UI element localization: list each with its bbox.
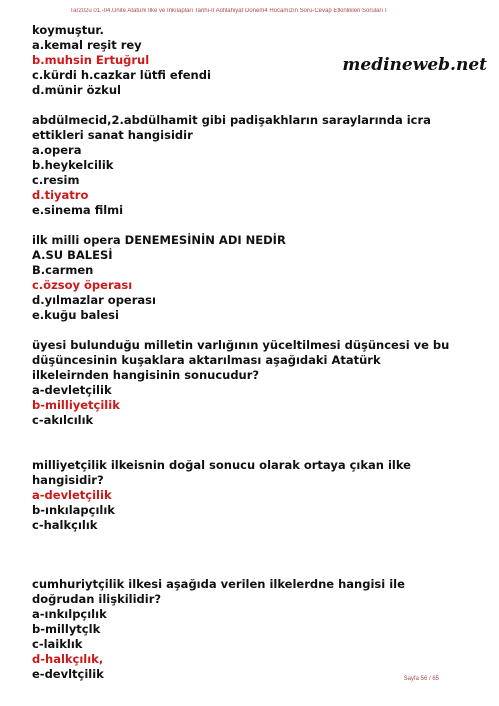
option: d.münir özkul <box>32 83 121 97</box>
question-text: ilkeleirnden hangisinin sonucudur? <box>32 368 260 382</box>
option: b-ınkılapçılık <box>32 503 115 517</box>
answer-option: c.özsoy öperası <box>32 278 133 292</box>
question-text: ettikleri sanat hangisidir <box>32 128 193 142</box>
option: a.kemal reşit rey <box>32 38 142 52</box>
question-3 <box>32 233 472 323</box>
question-text: düşüncesinin kuşaklara aktarılması aşağıdaki Atatürk <box>32 353 381 367</box>
question-2 <box>32 113 472 218</box>
question-text: milliyetçilik ilkeisnin doğal sonucu olarak ortaya çıkan ilke <box>32 458 411 472</box>
question-text: koymuştur. <box>32 23 104 37</box>
question-4 <box>32 338 472 428</box>
document-body <box>32 23 472 682</box>
option: b-millytçlk <box>32 622 101 636</box>
option: a-devletçilik <box>32 383 112 397</box>
question-text: hangisidir? <box>32 473 104 487</box>
question-5 <box>32 458 472 533</box>
question-text: üyesi bulunduğu milletin varlığının yüceltilmesi düşüncesi ve bu <box>32 338 450 352</box>
option: e.kuğu balesi <box>32 308 119 322</box>
option: a-ınkılpçılık <box>32 607 107 621</box>
document-header: Tar202u 01.-04.Ünite Atatürk İlke ve İnkılapları Tarihi-II Aofilahiyat Donem4 Hocamızın Soru-Cevap Etkinlikleri Soruları´İ <box>70 8 387 14</box>
option: a.opera <box>32 143 82 157</box>
option: e-devltçilik <box>32 667 104 681</box>
answer-option: d-halkçılık, <box>32 652 104 666</box>
answer-option: d.tiyatro <box>32 188 89 202</box>
question-6 <box>32 577 472 682</box>
option: e.sinema filmi <box>32 203 124 217</box>
question-1 <box>32 23 472 98</box>
answer-option: a-devletçilik <box>32 488 112 502</box>
page-number: Sayfa 56 / 65 <box>403 676 439 682</box>
question-text: ilk milli opera DENEMESİNİN ADI NEDİR <box>32 233 286 247</box>
site-watermark: medineweb.net <box>342 55 487 75</box>
option: A.SU BALESİ <box>32 248 113 262</box>
option: c-halkçılık <box>32 518 98 532</box>
answer-option: b.muhsin Ertuğrul <box>32 53 150 67</box>
option: c.resim <box>32 173 80 187</box>
option: B.carmen <box>32 263 94 277</box>
question-text: abdülmecid,2.abdülhamit gibi padişakhların saraylarında icra <box>32 113 431 127</box>
option: d.yılmazlar operası <box>32 293 156 307</box>
question-text: cumhuriytçilik ilkesi aşağıda verilen ilkelerdne hangisi ile <box>32 577 405 591</box>
answer-option: b-milliyetçilik <box>32 398 120 412</box>
option: c.kürdi h.cazkar lütfi efendi <box>32 68 211 82</box>
option: c-akılcılık <box>32 413 94 427</box>
option: c-laiklık <box>32 637 83 651</box>
option: b.heykelcilik <box>32 158 114 172</box>
question-text: doğrudan ilişkilidir? <box>32 592 162 606</box>
